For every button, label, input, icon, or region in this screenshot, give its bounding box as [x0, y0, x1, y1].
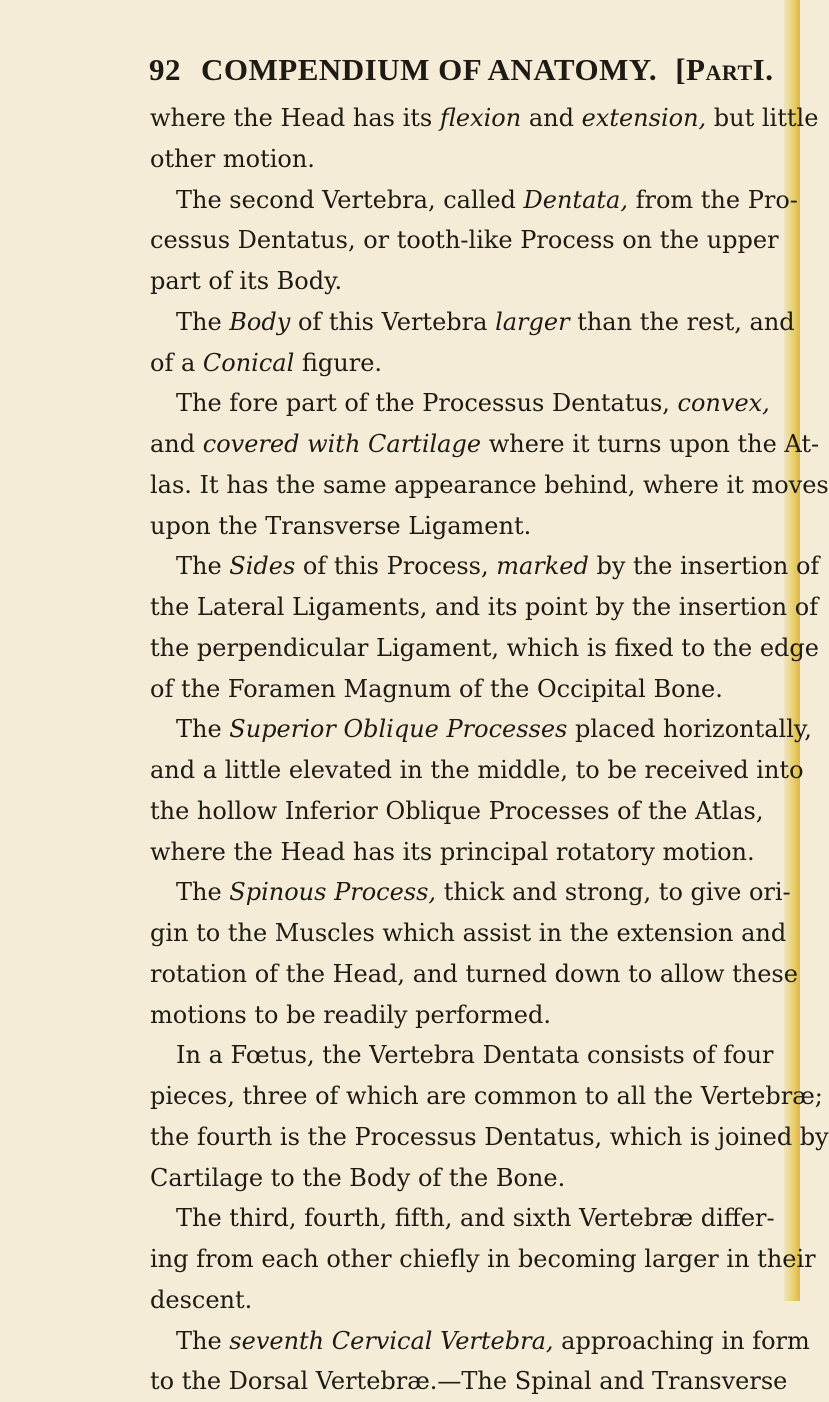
text-line — [150, 1158, 756, 1199]
text-line — [150, 506, 756, 547]
text-line — [150, 954, 798, 995]
text-line — [150, 424, 820, 465]
text-run: The fore part of the Processus Dentatus, — [176, 389, 678, 418]
text-run: descent. — [150, 1285, 253, 1314]
text-run: than the rest, and — [569, 307, 795, 336]
text-line — [150, 750, 804, 791]
text-run: and — [150, 430, 203, 458]
page-header — [149, 52, 774, 100]
text-line — [150, 628, 819, 669]
text-line — [150, 832, 756, 873]
text-run: the fourth is the Processus Dentatus, which is joined by — [150, 1122, 829, 1151]
text-line — [150, 302, 795, 343]
text-run: other motion. — [150, 144, 315, 173]
text-run: The — [176, 878, 230, 907]
text-run: The second Vertebra, called — [176, 185, 524, 214]
text-line — [150, 1117, 829, 1158]
text-line — [150, 220, 779, 261]
text-run: cessus Dentatus, or tooth-like Process on the upper — [150, 226, 779, 255]
text-run: gin to the Muscles which assist in the extension and — [150, 919, 787, 947]
text-run: Cartilage to the Body of the Bone. — [150, 1163, 566, 1192]
text-run: ing from each other chiefly in becoming larger in their — [150, 1245, 816, 1273]
text-run: approaching in form — [553, 1326, 810, 1355]
text-run: The — [176, 715, 230, 744]
text-line — [150, 791, 764, 832]
text-run: and a little elevated in the middle, to be received into — [150, 756, 804, 784]
text-line — [150, 1280, 756, 1321]
running-title: COMPENDIUM OF ANATOMY. — [201, 52, 658, 87]
text-run: motions to be readily performed. — [150, 1000, 551, 1029]
text-run: The third, fourth, fifth, and sixth Vertebræ differ- — [176, 1204, 775, 1233]
text-line — [150, 995, 756, 1036]
text-line — [150, 1321, 810, 1362]
italic-text: Superior Oblique Processes — [229, 715, 568, 744]
text-line — [150, 1076, 823, 1117]
text-run: of a — [150, 348, 203, 377]
italic-text: larger — [495, 307, 570, 336]
text-run: part of its Body. — [150, 267, 343, 295]
text-run: where it turns upon the At- — [481, 430, 820, 458]
italic-text: Spinous Process, — [229, 878, 437, 907]
italic-text: Sides — [229, 552, 296, 581]
italic-text: seventh Cervical Vertebra, — [229, 1326, 554, 1355]
italic-text: convex, — [677, 389, 770, 418]
page-number: 92 — [149, 52, 181, 87]
italic-text: flexion — [439, 104, 522, 132]
text-run: from the Pro- — [627, 185, 798, 214]
text-line — [150, 1239, 816, 1280]
text-run: the perpendicular Ligament, which is fixed to the edge — [150, 633, 819, 662]
text-run: and — [521, 104, 582, 132]
text-line — [150, 139, 756, 180]
text-line — [150, 98, 819, 139]
text-run: of this Process, — [295, 552, 497, 581]
part-label: [PARTI. — [675, 52, 774, 87]
italic-text: extension, — [581, 104, 707, 132]
text-run: upon the Transverse Ligament. — [150, 511, 532, 540]
text-run: to the Dorsal Vertebræ.—The Spinal and Transverse — [150, 1367, 788, 1396]
text-run: The — [176, 1326, 230, 1355]
italic-text: covered with Cartilage — [202, 430, 482, 458]
text-run: by the insertion of — [588, 552, 820, 581]
text-run: figure. — [294, 348, 383, 377]
text-run: where the Head has its principal rotatory motion. — [150, 837, 755, 866]
text-run: The — [176, 307, 230, 336]
text-line — [150, 261, 756, 302]
text-line — [150, 1198, 775, 1239]
text-line — [150, 546, 820, 587]
text-line — [150, 709, 812, 750]
text-run: the Lateral Ligaments, and its point by the insertion of — [150, 593, 819, 621]
italic-text: marked — [496, 552, 589, 581]
text-run: the hollow Inferior Oblique Processes of the Atlas, — [150, 796, 764, 825]
italic-text: Body — [229, 307, 291, 336]
text-run: las. It has the same appearance behind, where it moves — [150, 470, 829, 499]
text-run: thick and strong, to give ori- — [436, 878, 791, 907]
text-line — [150, 465, 829, 506]
text-run: In a Fœtus, the Vertebra Dentata consists of four — [176, 1041, 774, 1070]
text-line — [150, 669, 756, 710]
text-line — [150, 1035, 774, 1076]
text-run: pieces, three of which are common to all the Vertebræ; — [150, 1082, 823, 1110]
text-line — [150, 913, 787, 954]
text-run: of this Vertebra — [290, 307, 496, 336]
text-line — [150, 587, 819, 628]
body-text — [150, 98, 829, 1402]
text-run: The — [176, 552, 230, 581]
text-line — [150, 1361, 788, 1402]
text-line — [150, 343, 756, 384]
italic-text: Dentata, — [523, 185, 628, 214]
text-run: of the Foramen Magnum of the Occipital Bone. — [150, 674, 723, 703]
text-line — [150, 383, 770, 424]
text-line — [150, 872, 791, 913]
text-run: placed horizontally, — [567, 715, 812, 744]
text-run: rotation of the Head, and turned down to allow these — [150, 959, 798, 988]
text-run: where the Head has its — [150, 104, 440, 132]
text-line — [150, 180, 798, 221]
italic-text: Conical — [202, 348, 295, 377]
text-run: but little — [706, 104, 819, 132]
